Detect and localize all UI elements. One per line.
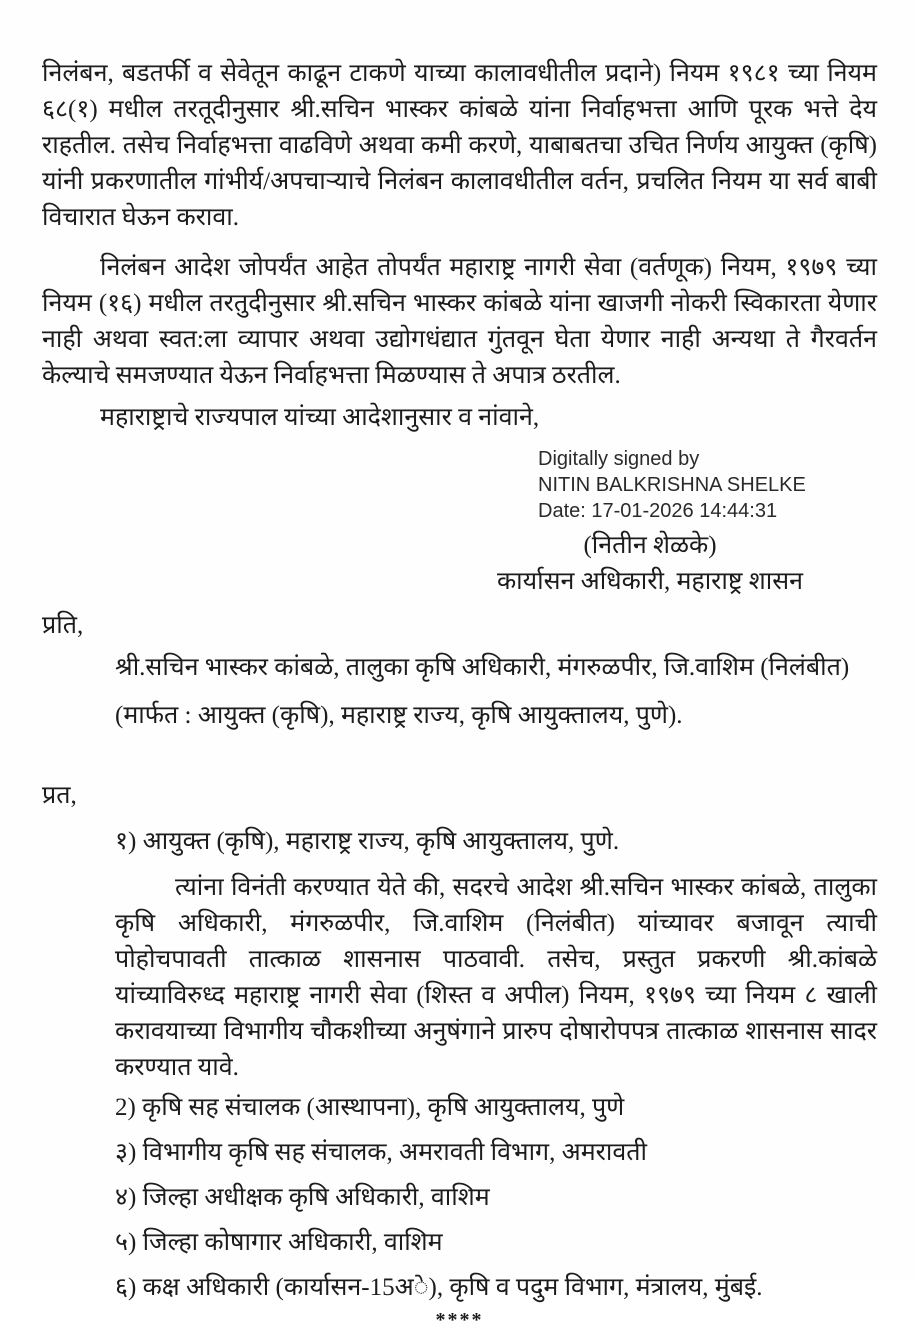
copy-label: प्रत, bbox=[42, 782, 77, 809]
by-order-line: महाराष्ट्राचे राज्यपाल यांच्या आदेशानुसार व नांवाने, bbox=[100, 404, 540, 431]
digital-signature-stamp bbox=[538, 446, 877, 524]
paragraph-conduct-rules: निलंबन आदेश जोपर्यंत आहेत तोपर्यंत महाराष्ट्र नागरी सेवा (वर्तणूक) नियम, १९७९ च्या नियम (१६) मधील तरतुदीनुसार श्री.सचिन भास्कर कांबळे यांना खाजगी नोकरी स्विकारता येणार नाही अथवा स्वत:ला व्यापार अथवा उद्योगधंद्यात गुंतवून घेता येणार नाही अन्यथा ते गैरवर्तन केल्याचे समजण्यात येऊन निर्वाहभत्ता मिळण्यास ते अपात्र ठरतील. bbox=[42, 254, 877, 389]
copy-item-2: 2) कृषि सह संचालक (आस्थापना), कृषि आयुक्तालय, पुणे bbox=[115, 1094, 625, 1121]
digital-signature-date: Date: 17-01-2026 14:44:31 bbox=[538, 500, 778, 522]
signatory-name: (नितीन शेळके) bbox=[583, 532, 717, 559]
addressee-via-line: (मार्फत : आयुक्त (कृषि), महाराष्ट्र राज्य, कृषि आयुक्तालय, पुणे). bbox=[115, 702, 683, 729]
signature-block bbox=[42, 446, 877, 600]
digital-signature-line1: Digitally signed by bbox=[538, 448, 700, 470]
paragraph-subsistence-allowance: निलंबन, बडतर्फी व सेवेतून काढून टाकणे याच्या कालावधीतील प्रदाने) नियम १९८१ च्या नियम ६८(१) मधील तरतूदीनुसार श्री.सचिन भास्कर कांबळे यांना निर्वाहभत्ता आणि पूरक भत्ते देय राहतील. तसेच निर्वाहभत्ता वाढविणे अथवा कमी करणे, याबाबतचा उचित निर्णय आयुक्त (कृषि) यांनी प्रकरणातील गांभीर्य/अपचाऱ्याचे निलंबन कालावधीतील वर्तन, प्रचलित नियम या सर्व बाबी विचारात घेऊन करावा. bbox=[42, 60, 877, 231]
addressee-line: श्री.सचिन भास्कर कांबळे, तालुका कृषि अधिकारी, मंगरुळपीर, जि.वाशिम (निलंबीत) bbox=[115, 654, 850, 681]
copy-item-6: ६) कक्ष अधिकारी (कार्यासन-15अ◌े), कृषि व पदुम विभाग, मंत्रालय, मुंबई. bbox=[115, 1274, 763, 1301]
copy-item-5: ५) जिल्हा कोषागार अधिकारी, वाशिम bbox=[115, 1229, 443, 1256]
copy-item-1: १) आयुक्त (कृषि), महाराष्ट्र राज्य, कृषि आयुक्तालय, पुणे. bbox=[115, 828, 620, 855]
copy-item-4: ४) जिल्हा अधीक्षक कृषि अधिकारी, वाशिम bbox=[115, 1184, 490, 1211]
copy-item-3: ३) विभागीय कृषि सह संचालक, अमरावती विभाग, अमरावती bbox=[115, 1139, 648, 1166]
to-label: प्रति, bbox=[42, 612, 84, 639]
signatory-designation: कार्यासन अधिकारी, महाराष्ट्र शासन bbox=[496, 568, 803, 595]
digital-signature-signer: NITIN BALKRISHNA SHELKE bbox=[538, 474, 806, 496]
copy-instruction-paragraph: त्यांना विनंती करण्यात येते की, सदरचे आदेश श्री.सचिन भास्कर कांबळे, तालुका कृषि अधिकारी, मंगरुळपीर, जि.वाशिम (निलंबीत) यांच्यावर बजावून त्याची पोहोचपावती तात्काळ शासनास पाठवावी. तसेच, प्रस्तुत प्रकरणी श्री.कांबळे यांच्याविरुध्द महाराष्ट्र नागरी सेवा (शिस्त व अपील) नियम, १९७९ च्या नियम ८ खाली करावयाच्या विभागीय चौकशीच्या अनुषंगाने प्रारुप दोषारोपपत्र तात्काळ शासनास सादर करण्यात यावे. bbox=[115, 874, 877, 1081]
end-of-document-marker: **** bbox=[435, 1309, 484, 1331]
